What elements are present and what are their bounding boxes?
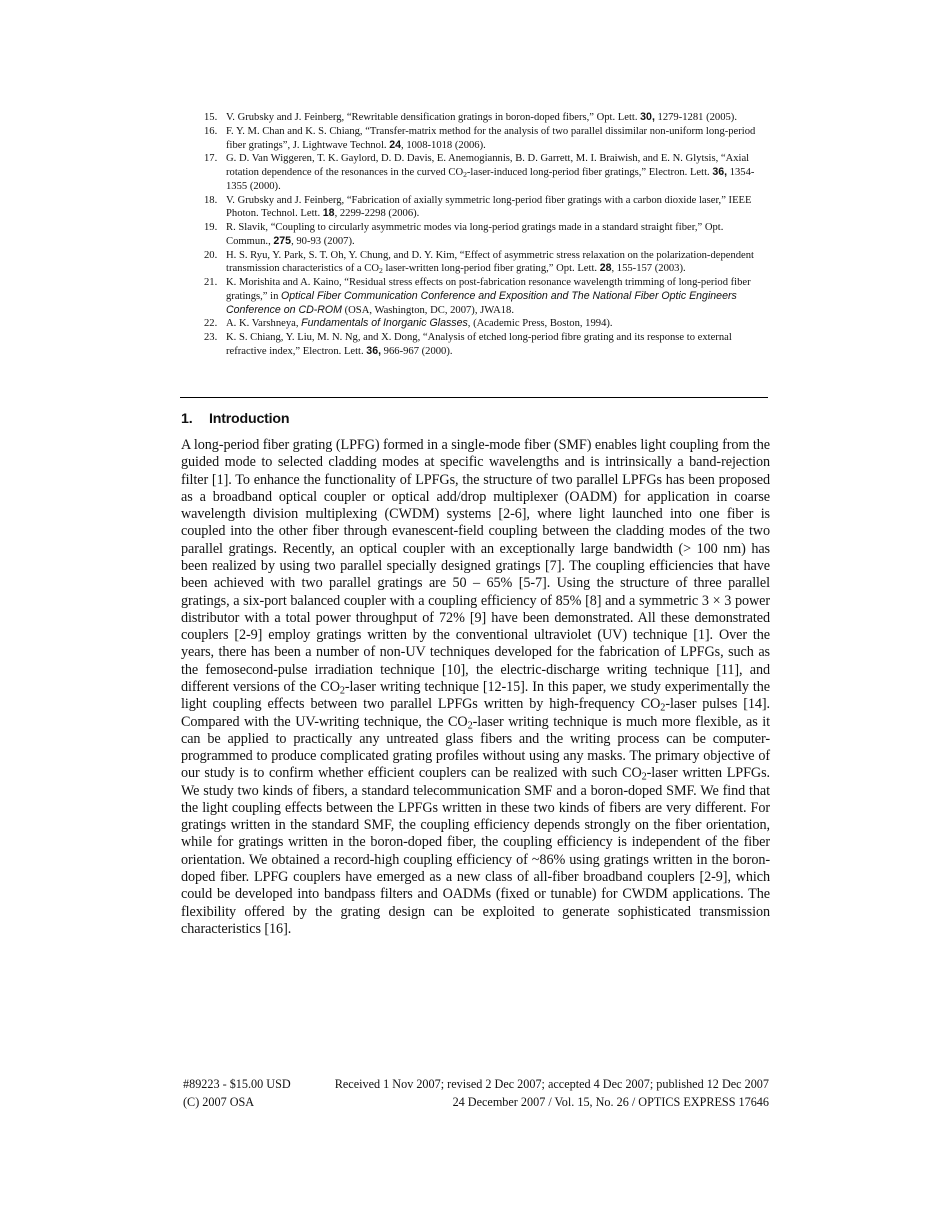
volume-number: 28 [599, 262, 612, 275]
reference-number: 23. [204, 332, 218, 343]
text-run: -laser-induced long-period fiber gratings,” Electron. Lett. [466, 167, 713, 178]
text-run: -laser pulses [14]. Compared with the UV-writing technique, the CO [181, 696, 771, 730]
text-run: , 2299-2298 (2006). [334, 208, 420, 220]
journal-citation: 24 December 2007 / Vol. 15, No. 26 / OPTICS EXPRESS 17646 [452, 1095, 769, 1109]
text-run: A. K. Varshneya, [226, 318, 302, 330]
text-run: 1354-1355 (2000). [226, 167, 755, 192]
text-run: 966-967 (2000). [381, 345, 453, 357]
italic-title: Optical Fiber Communication Conference and Exposition and The National Fiber Optic Engineers Conference on CD-ROM [226, 289, 737, 316]
section-heading [181, 411, 289, 427]
reference-number: 17. [204, 153, 218, 165]
volume-number: 30, [640, 111, 655, 123]
reference-item [204, 125, 770, 153]
text-run: F. Y. M. Chan and K. S. Chiang, “Transfer-matrix method for the analysis of two parallel dissimilar non-uniform long-period fiber gratings”, J. Lightwave Technol. [226, 125, 756, 151]
reference-number: 22. [204, 318, 218, 330]
volume-number: 275 [273, 234, 292, 247]
reference-number: 21. [204, 277, 218, 288]
reference-list [204, 111, 770, 359]
subscript: 2 [378, 266, 383, 276]
reference-item [204, 249, 770, 277]
text-run: , 155-157 (2003). [611, 263, 686, 275]
text-run: (OSA, Washington, DC, 2007), JWA18. [341, 304, 514, 316]
text-run: V. Grubsky and J. Feinberg, “Rewritable densification gratings in boron-doped fibers,” Opt. Lett. [226, 112, 641, 123]
text-run: -laser writing technique [12-15]. In this paper, we study experimentally the light coupling effects between two parallel LPFGs written by high-frequency CO [181, 678, 770, 713]
reference-item [204, 317, 770, 331]
text-run: K. Morishita and A. Kaino, “Residual stress effects on post-fabrication resonance wavelength trimming of long-period fiber gratings,” in [226, 277, 751, 302]
reference-number: 18. [204, 194, 218, 206]
reference-number: 19. [204, 222, 218, 233]
reference-number: 16. [204, 125, 218, 137]
subscript: 2 [660, 702, 666, 714]
volume-number: 24 [389, 138, 402, 151]
subscript: 2 [339, 685, 345, 697]
text-run: , (Academic Press, Boston, 1994). [467, 318, 613, 330]
page-footer [183, 1075, 769, 1111]
volume-number: 18 [322, 207, 335, 220]
subscript: 2 [463, 169, 467, 179]
text-run: G. D. Van Wiggeren, T. K. Gaylord, D. D. Davis, E. Anemogiannis, B. D. Garrett, M. I. Braiwish, and E. N. Glytsis, “Axial rotation dependence of the resonances in the curved CO [226, 153, 750, 178]
reference-item [204, 194, 770, 222]
copyright: (C) 2007 OSA [183, 1095, 255, 1109]
text-run: H. S. Ryu, Y. Park, S. T. Oh, Y. Chung, and D. Y. Kim, “Effect of asymmetric stress relaxation on the polarization-dependent transmission characteristics of a CO [226, 249, 754, 275]
reference-item [204, 221, 770, 249]
text-run: , 1008-1018 (2006). [401, 139, 486, 151]
reference-item [204, 152, 770, 193]
section-number: 1. [181, 411, 193, 427]
subscript: 2 [641, 771, 647, 783]
text-run: K. S. Chiang, Y. Liu, M. N. Ng, and X. Dong, “Analysis of etched long-period fibre grating and its response to external refractive index,” Electron. Lett. [226, 332, 732, 357]
text-run: -laser written LPFGs. We study two kinds of fibers, a standard telecommunication SMF and a boron-doped SMF. We find that the light coupling effects between the LPFGs written in these two kinds of fibers are very different. For gratings written in the standard SMF, the coupling efficiency depends strongly on the fiber orientation, while for gratings written in the boron-doped fiber, the coupling efficiency is independent of the fiber orientation. We obtained a record-high coupling efficiency of ~86% using gratings written in the boron-doped fiber. LPFG couplers have emerged as a new class of all-fiber broadband couplers [2-9], which could be developed into bandpass filters and OADMs (fixed or tunable) for CWDM applications. The flexibility offered by the grating design can be exploited to generate sophisticated transmission characteristics [16]. [181, 765, 770, 937]
text-run: laser-written long-period fiber grating,” Opt. Lett. [382, 263, 600, 275]
text-run: A long-period fiber grating (LPFG) formed in a single-mode fiber (SMF) enables light coupling from the guided mode to selected cladding modes at specific wavelengths and is intrinsically a band-rejection filter [1]. To enhance the functionality of LPFGs, the structure of two parallel LPFGs has been proposed as a broadband optical coupler or optical add/drop multiplexer (OADM) for application in coarse wavelength division multiplexing (CWDM) systems [2-6], where light launched into one fiber is coupled into the other fiber through evanescent-field coupling between the cladding modes of the two parallel gratings. Recently, an optical coupler with an exceptionally large bandwidth (> 100 nm) has been realized by using two parallel specially designed gratings [7]. The coupling efficiencies that have been achieved with two parallel gratings are 50 – 65% [5-7]. Using the structure of three parallel gratings, a six-port balanced coupler with a coupling efficiency of 85% [8] and a symmetric 3 × 3 power distributor with a total power throughput of 72% [9] have been demonstrated. All these demonstrated couplers [2-9] employ gratings written by the conventional ultraviolet (UV) technique [1]. Over the years, there has been a number of non-UV techniques developed for the fabrication of LPFGs, such as the femosecond-pulse irradiation technique [10], the electric-discharge writing technique [11], and different versions of the CO [181, 437, 770, 695]
introduction-paragraph [181, 437, 770, 938]
article-id-price: #89223 - $15.00 USD [183, 1077, 291, 1091]
text-run: , 90-93 (2007). [291, 235, 355, 247]
reference-number: 15. [204, 112, 218, 123]
reference-number: 20. [204, 249, 218, 261]
publication-dates: Received 1 Nov 2007; revised 2 Dec 2007; accepted 4 Dec 2007; published 12 Dec 2007 [334, 1077, 769, 1091]
reference-item [204, 111, 770, 125]
text-run: -laser writing technique is much more flexible, as it can be applied to practically any untreated glass fibers and the writing process can be computer-programmed to produce complicated grating profiles without using any masks. The primary objective of our study is to confirm whether efficient couplers can be realized with such CO [181, 713, 770, 782]
section-divider [180, 397, 768, 398]
text-run: R. Slavik, “Coupling to circularly asymmetric modes via long-period gratings made in a standard straight fiber,” Opt. Commun., [226, 222, 724, 247]
volume-number: 36, [366, 344, 382, 357]
reference-item [204, 276, 770, 317]
text-run: V. Grubsky and J. Feinberg, “Fabrication of axially symmetric long-period fiber gratings with a carbon dioxide laser,” IEEE Photon. Technol. Lett. [226, 194, 752, 220]
section-title: Introduction [209, 411, 290, 427]
volume-number: 36, [712, 166, 728, 178]
text-run: 1279-1281 (2005). [654, 112, 737, 123]
reference-item [204, 331, 770, 359]
subscript: 2 [467, 720, 473, 732]
italic-title: Fundamentals of Inorganic Glasses [301, 317, 468, 330]
